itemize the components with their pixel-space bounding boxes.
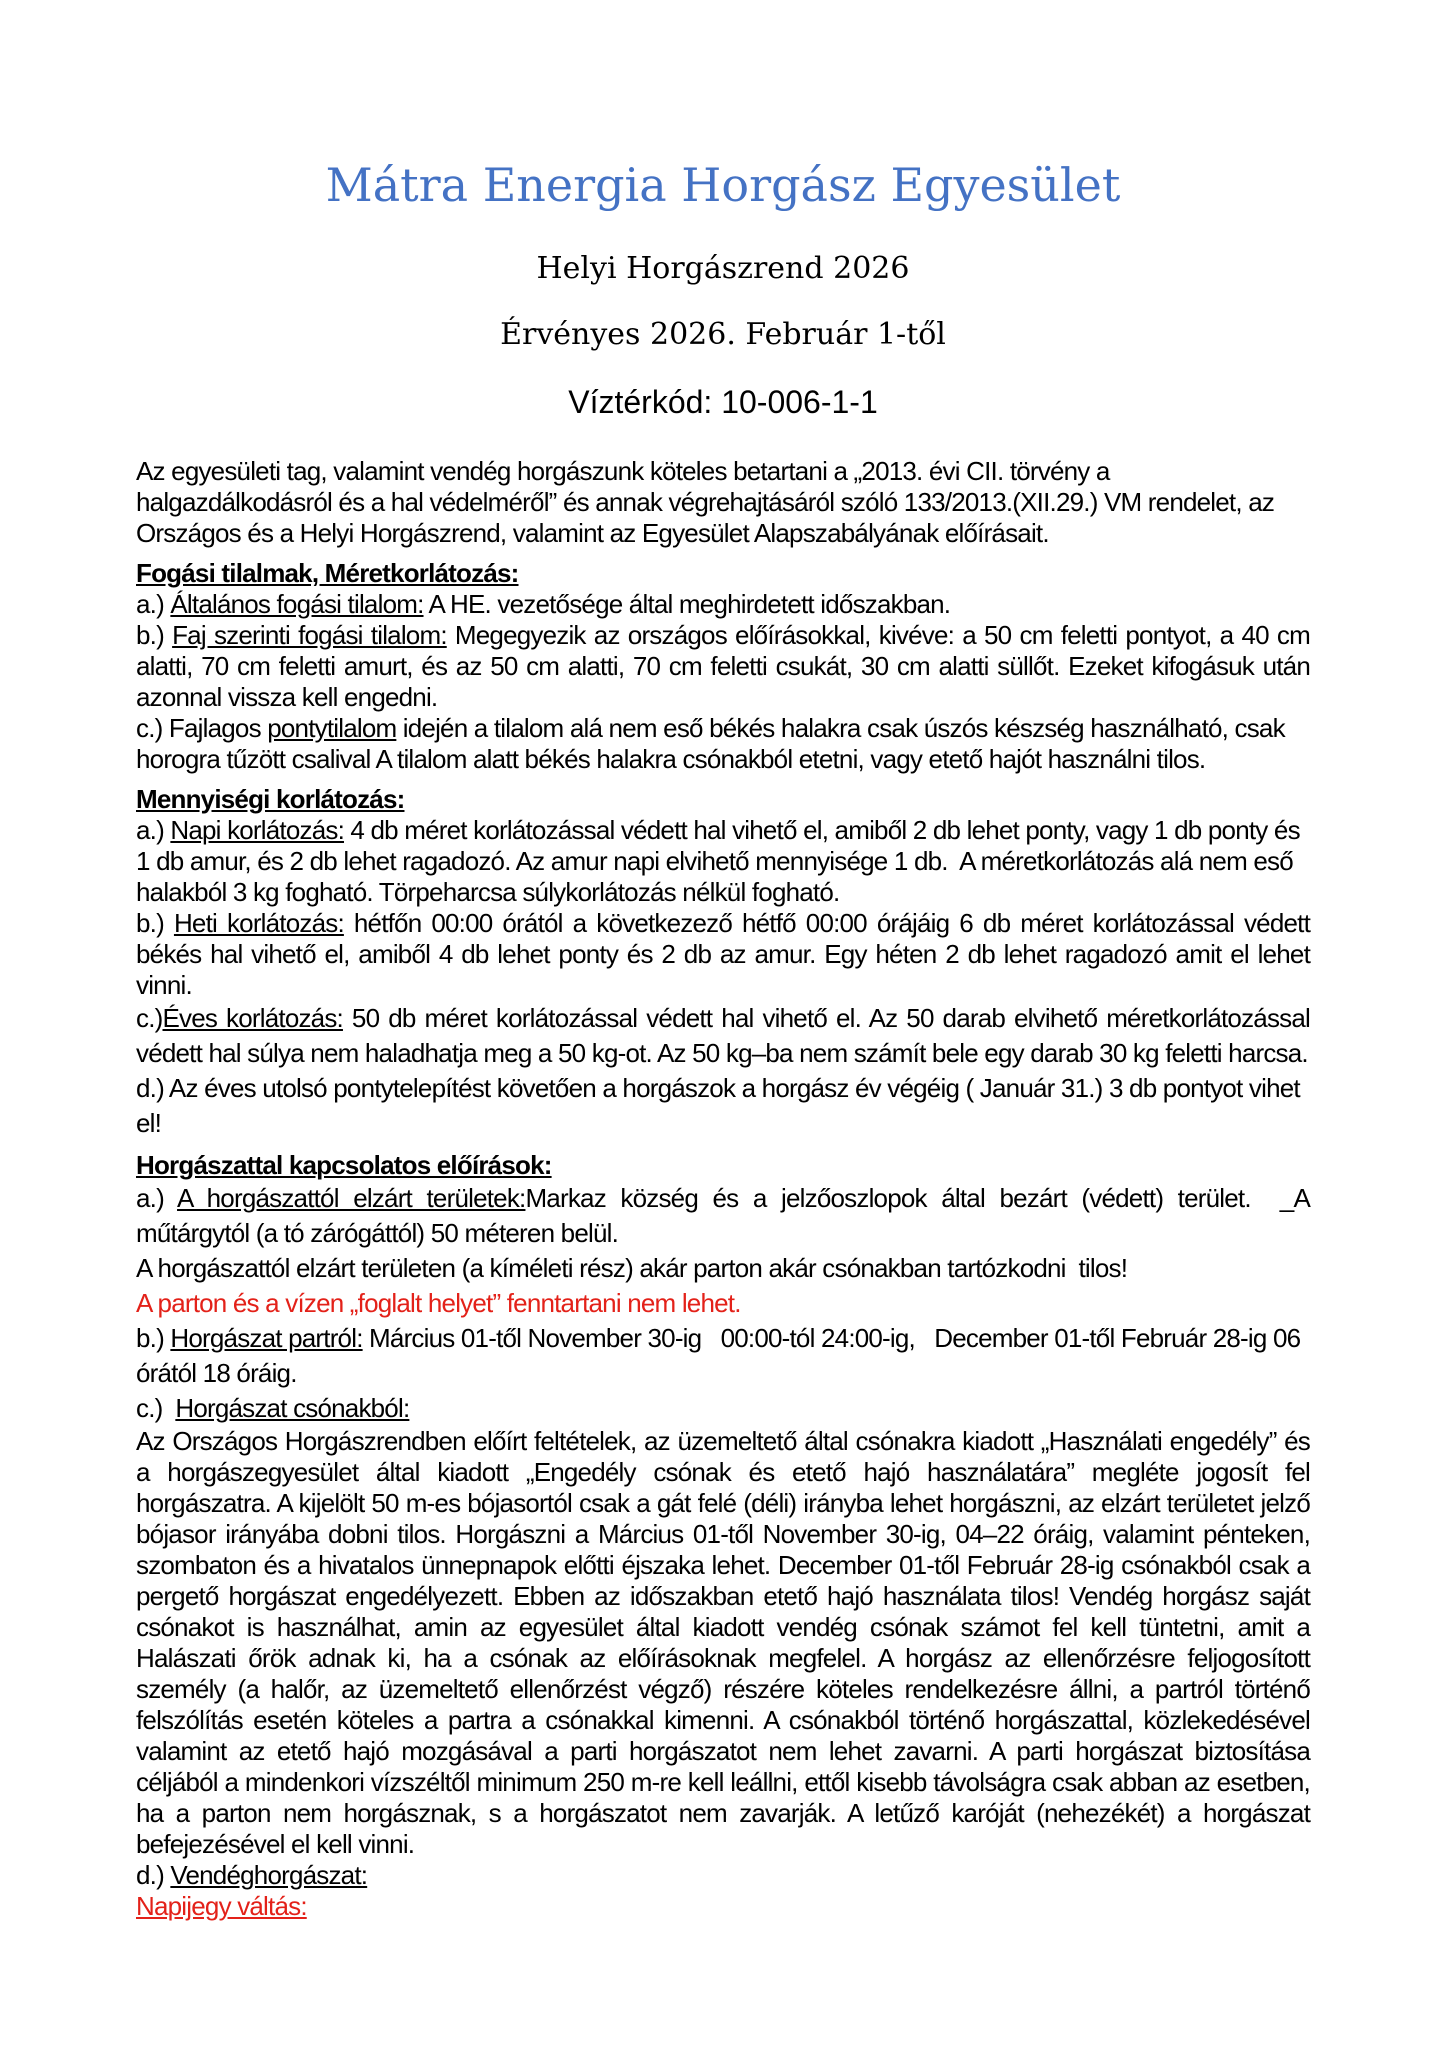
catch-bans-item-a bbox=[136, 589, 1310, 620]
item-c-text: 50 db méret korlátozással védett hal vihető el. Az 50 darab elvihető méretkorlátozással védett hal súlya nem haladhatja meg a 50 kg-ot. Az 50 kg–ba nem számít bele egy darab 30 kg feletti harcsa. bbox=[136, 1003, 1317, 1068]
item-c-label: Éves korlátozás: bbox=[162, 1003, 343, 1033]
item-b-text: Megegyezik az országos előírásokkal, kivéve: a 50 cm feletti pontyot, a 40 cm alatti, 70 cm feletti amurt, és az 50 cm alatti, 70 cm feletti csukát, 30 cm alatti süllőt. Ezeket kifogásuk után azonnal vissza kell engedni. bbox=[136, 620, 1317, 712]
item-b-label: Horgászat partról: bbox=[170, 1323, 363, 1353]
item-a-label: Napi korlátozás: bbox=[170, 815, 344, 845]
item-b-prefix: b.) bbox=[136, 908, 174, 938]
item-a-prefix: a.) bbox=[136, 815, 171, 845]
page-title: Mátra Energia Horgász Egyesület bbox=[325, 158, 1121, 212]
quantity-item-c bbox=[136, 1001, 1317, 1071]
item-b-prefix: b.) bbox=[136, 620, 173, 650]
intro-paragraph: Az egyesületi tag, valamint vendég horgászunk köteles betartani a „2013. évi CII. törvény a halgazdálkodásról és a hal védelméről” és annak végrehajtásáról szóló 133/2013.(XII.29.) VM rendelet, az Országos és a Helyi Horgászrend, valamint az Egyesület Alapszabályának előírásait. bbox=[136, 456, 1281, 548]
item-c-prefix: c.) bbox=[136, 1393, 176, 1423]
section-heading-fishing-rules: Horgászattal kapcsolatos előírások: bbox=[136, 1150, 552, 1180]
fishing-item-d bbox=[136, 1860, 1310, 1891]
valid-from-line: Érvényes 2026. Február 1-től bbox=[500, 317, 946, 352]
quantity-item-d: d.) Az éves utolsó pontytelepítést követően a horgászok a horgász év végéig ( Január 31.) 3 db pontyot vihet el! bbox=[136, 1073, 1307, 1138]
fishing-item-b bbox=[136, 1321, 1310, 1391]
item-b-text: hétfőn 00:00 órától a következező hétfő 00:00 órájáig 6 db méret korlátozással védett békés hal vihető el, amiből 4 db lehet ponty és 2 db az amur. Egy héten 2 db lehet ragadozó amit el lehet vinni. bbox=[136, 908, 1317, 1000]
day-ticket-label: Napijegy váltás: bbox=[136, 1891, 307, 1921]
section-heading-quantity-limits: Mennyiségi korlátozás: bbox=[136, 784, 405, 814]
item-a-prefix: a.) bbox=[136, 589, 171, 619]
item-b-prefix: b.) bbox=[136, 1323, 171, 1353]
item-d-prefix: d.) bbox=[136, 1860, 171, 1890]
fishing-item-a bbox=[136, 1181, 1317, 1251]
item-c-prefix: c.) bbox=[136, 1003, 163, 1033]
item-a-label: Általános fogási tilalom: bbox=[170, 589, 424, 619]
boat-rules-paragraph: Az Országos Horgászrendben előírt feltételek, az üzemeltető által csónakra kiadott „Használati engedély” és a horgászegyesület által kiadott „Engedély csónak és etető hajó használatára” megléte jogosít fel horgászatra. A kijelölt 50 m-es bójasortól csak a gát felé (déli) irányba lehet horgászni, az elzárt területet jelző bójasor irányába dobni tilos. Horgászni a Március 01-től November 30-ig, 04–22 óráig, valamint pénteken, szombaton és a hivatalos ünnepnapok előtti éjszaka lehet. December 01-től Február 28-ig csónakból csak a pergető horgászat engedélyezett. Ebben az időszakban etető hajó használata tilos! Vendég horgász saját csónakot is használhat, amin az egyesület által kiadott vendég csónak számot fel kell tüntetni, amit a Halászati őrök adnak ki, ha a csónak az előírásoknak megfelel. A horgász az ellenőrzésre feljogosított személy (a halőr, az üzemeltető ellenőrzést végző) részére köteles rendelkezésre állni, a partról történő felszólítás esetén köteles a partra a csónakkal kimenni. A csónakból történő horgászattal, közlekedésével valamint az etető hajó mozgásával a parti horgászatot nem lehet zavarni. A parti horgászat biztosítása céljából a mindenkori vízszéltől minimum 250 m-re kell leállni, ettől kisebb távolságra csak abban az esetben, ha a parton nem horgásznak, s a horgászatot nem zavarják. A letűző karóját (nehezékét) a horgászat befejezésével el kell vinni. bbox=[136, 1426, 1317, 1859]
quantity-item-b bbox=[136, 908, 1317, 1001]
item-a-text: Markaz község és a jelzőoszlopok által bezárt (védett) terület. _A műtárgytól (a tó zárógáttól) 50 méteren belül. bbox=[136, 1183, 1317, 1248]
section-heading-catch-bans: Fogási tilalmak, Méretkorlátozás: bbox=[136, 558, 519, 588]
day-ticket-heading bbox=[136, 1891, 1310, 1922]
closed-area-note: A horgászattól elzárt területen (a kíméleti rész) akár parton akár csónakban tartózkodni tilos! bbox=[136, 1253, 1128, 1283]
quantity-item-a bbox=[136, 815, 1310, 908]
water-code: Víztérkód: 10-006-1-1 bbox=[568, 384, 878, 420]
subtitle: Helyi Horgászrend 2026 bbox=[536, 251, 910, 286]
catch-bans-item-b bbox=[136, 620, 1317, 713]
item-c-prefix: c.) Fajlagos bbox=[136, 713, 268, 743]
item-d-label: Vendéghorgászat: bbox=[170, 1860, 368, 1890]
fishing-item-c bbox=[136, 1391, 1310, 1426]
item-a-text: A HE. vezetősége által meghirdetett időszakban. bbox=[423, 589, 951, 619]
item-c-text: idején a tilalom alá nem eső békés halakra csak úszós készség használható, csak horogra tűzött csalival A tilalom alatt békés halakra csónakból etetni, vagy etető hajót használni tilos. bbox=[136, 713, 1292, 774]
catch-bans-item-c bbox=[136, 713, 1310, 775]
item-c-label: pontytilalom bbox=[267, 713, 397, 743]
item-a-prefix: a.) bbox=[136, 1183, 178, 1213]
item-b-label: Faj szerinti fogási tilalom: bbox=[172, 620, 447, 650]
red-notice: A parton és a vízen „foglalt helyet” fenntartani nem lehet. bbox=[136, 1288, 741, 1318]
item-c-label: Horgászat csónakból: bbox=[175, 1393, 410, 1423]
item-b-label: Heti korlátozás: bbox=[173, 908, 344, 938]
item-a-label: A horgászattól elzárt területek: bbox=[177, 1183, 526, 1213]
item-a-text: 4 db méret korlátozással védett hal vihető el, amiből 2 db lehet ponty, vagy 1 db ponty és 1 db amur, és 2 db lehet ragadozó. Az amur napi elvihető mennyisége 1 db. A méretkorlátozás alá nem eső halakból 3 kg fogható. Törpeharcsa súlykorlátozás nélkül fogható. bbox=[136, 815, 1307, 907]
item-b-text: Március 01-től November 30-ig 00:00-tól 24:00-ig, December 01-től Február 28-ig 06 órától 18 óráig. bbox=[136, 1323, 1307, 1388]
